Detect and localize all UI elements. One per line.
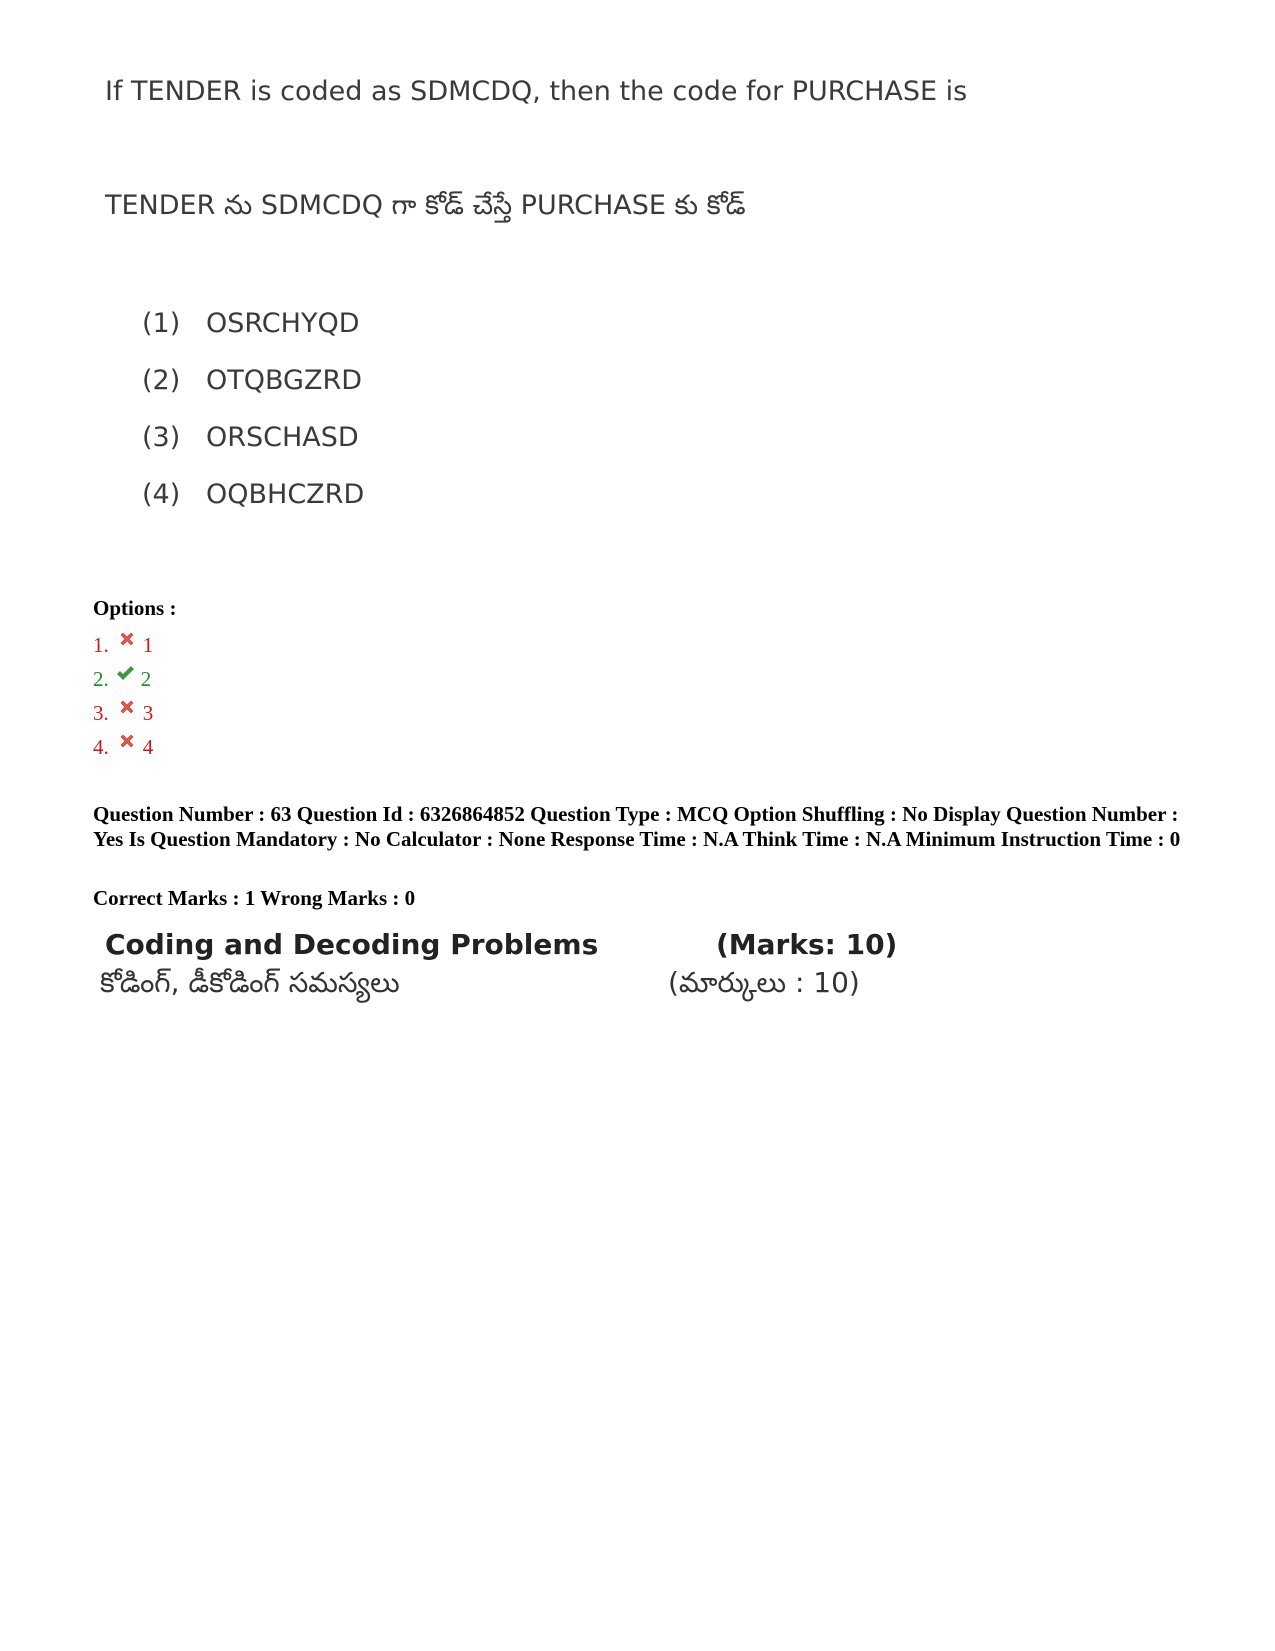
option-index: 2.	[93, 666, 109, 691]
marks-info: Correct Marks : 1 Wrong Marks : 0	[93, 886, 416, 910]
section-title-telugu: కోడింగ్, డీకోడింగ్ సమస్యలు	[100, 966, 400, 999]
choice-number: (3)	[142, 422, 181, 453]
question-metadata: Question Number : 63 Question Id : 6326864852 Question Type : MCQ Option Shuffling : No Display Question Number : Yes Is Question Mandatory : No Calculator : None Response Time : N.A Think Time : N.A Minimum Instruction Time : 0	[93, 802, 1181, 851]
choice-number: (2)	[142, 365, 181, 396]
question-text-telugu: TENDER ను SDMCDQ గా కోడ్ చేస్తే PURCHASE కు కోడ్	[105, 190, 746, 221]
question-text-english: If TENDER is coded as SDMCDQ, then the code for PURCHASE is	[105, 76, 968, 107]
option-index: 1.	[93, 632, 109, 657]
option-4	[93, 730, 153, 764]
check-icon	[115, 663, 135, 683]
option-index: 3.	[93, 700, 109, 725]
cross-icon	[117, 697, 137, 717]
option-value: 2	[140, 666, 152, 691]
section-marks-telugu: (మార్కులు : 10)	[668, 966, 860, 999]
option-3	[93, 696, 153, 730]
option-index: 4.	[93, 734, 109, 759]
option-value: 1	[142, 632, 154, 657]
section-title-english: Coding and Decoding Problems	[105, 928, 599, 961]
choice-text: OTQBGZRD	[206, 365, 363, 396]
option-1	[93, 628, 153, 662]
option-value: 3	[142, 700, 154, 725]
choice-text: ORSCHASD	[206, 422, 359, 453]
cross-icon	[117, 629, 137, 649]
choice-2	[142, 365, 364, 422]
choice-number: (1)	[142, 308, 181, 339]
choice-3	[142, 422, 364, 479]
choice-1	[142, 308, 364, 365]
options-label: Options :	[93, 596, 177, 620]
choice-number: (4)	[142, 479, 181, 510]
option-value: 4	[142, 734, 154, 759]
answer-choices	[142, 308, 364, 536]
choice-4	[142, 479, 364, 536]
choice-text: OQBHCZRD	[206, 479, 365, 510]
choice-text: OSRCHYQD	[206, 308, 360, 339]
option-2	[93, 662, 153, 696]
cross-icon	[117, 731, 137, 751]
section-marks-english: (Marks: 10)	[716, 928, 898, 961]
options-list	[93, 628, 153, 764]
